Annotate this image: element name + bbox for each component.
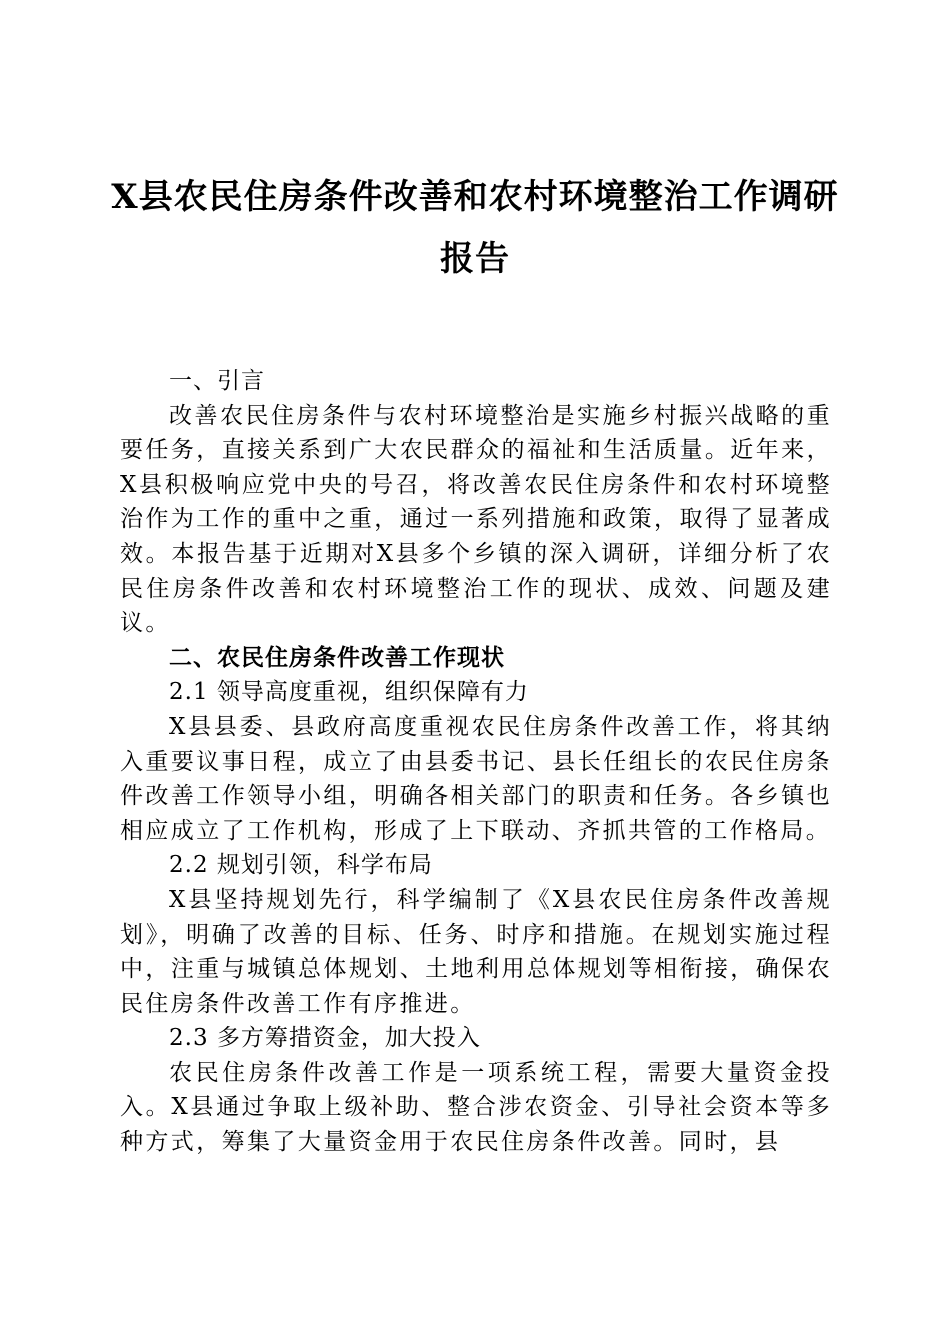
- paragraph-introduction: 改善农民住房条件与农村环境整治是实施乡村振兴战略的重要任务，直接关系到广大农民群众的福祉和生活质量。近年来，X县积极响应党中央的号召，将改善农民住房条件和农村环境整治作为工作的重中之重，通过一系列措施和政策，取得了显著成效。本报告基于近期对X县多个乡镇的深入调研，详细分析了农民住房条件改善和农村环境整治工作的现状、成效、问题及建议。: [120, 402, 832, 637]
- document-body: [120, 364, 832, 1160]
- paragraph-2-2: X县坚持规划先行，科学编制了《X县农民住房条件改善规划》，明确了改善的目标、任务、时序和措施。在规划实施过程中，注重与城镇总体规划、土地利用总体规划等相衔接，确保农民住房条件改善工作有序推进。: [120, 886, 832, 1017]
- subsection-heading-2-3: 2.3 多方筹措资金，加大投入: [169, 1025, 481, 1052]
- paragraph-2-3: 农民住房条件改善工作是一项系统工程，需要大量资金投入。X县通过争取上级补助、整合涉农资金、引导社会资本等多种方式，筹集了大量资金用于农民住房条件改善。同时，县: [120, 1059, 832, 1156]
- subsection-heading-2-1: 2.1 领导高度重视，组织保障有力: [169, 679, 529, 706]
- document-title: X县农民住房条件改善和农村环境整治工作调研报告: [111, 177, 839, 279]
- subsection-heading-2-2: 2.2 规划引领，科学布局: [169, 852, 433, 879]
- section-heading-housing-status: 二、农民住房条件改善工作现状: [169, 643, 505, 671]
- paragraph-2-1: X县县委、县政府高度重视农民住房条件改善工作，将其纳入重要议事日程，成立了由县委书记、县长任组长的农民住房条件改善工作领导小组，明确各相关部门的职责和任务。各乡镇也相应成立了工作机构，形成了上下联动、齐抓共管的工作格局。: [120, 713, 832, 844]
- section-heading-introduction: 一、引言: [169, 368, 265, 394]
